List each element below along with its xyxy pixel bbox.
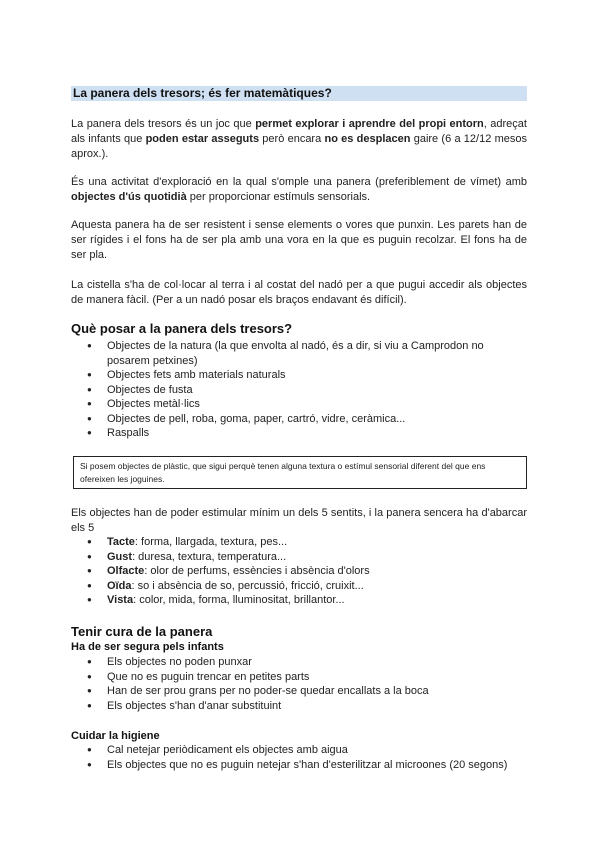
list-item-sense — [71, 564, 527, 579]
list-item: ● Cal netejar periòdicament els objectes amb aigua — [71, 743, 527, 758]
safety-list — [71, 655, 527, 713]
list-item: ● Objectes fets amb materials naturals — [71, 368, 527, 383]
section-heading-what: Què posar a la panera dels tresors? — [71, 321, 293, 336]
list-item: ● Objectes de fusta — [71, 383, 527, 398]
plastic-note-box: Si posem objectes de plàstic, que sigui perquè tenen alguna textura o estímul sensorial diferent del que ens ofereixen les joguines. — [73, 456, 527, 489]
text-run: És una activitat d'exploració en la qual s'omple una panera (preferiblement de vímet) amb — [71, 176, 527, 188]
sense-term: Olfacte — [107, 565, 145, 577]
text-run: però encara — [259, 133, 325, 145]
section-heading-care: Tenir cura de la panera — [71, 624, 213, 639]
text-run: gaire (6 a 12/12 mesos aprox.). — [71, 133, 527, 160]
sense-desc: : so i absència de so, percussió, fricció, cruixit... — [131, 579, 364, 592]
sense-term: Tacte — [107, 536, 135, 548]
list-item: ● Objectes de pell, roba, goma, paper, cartró, vidre, ceràmica... — [71, 412, 527, 427]
senses-list — [71, 535, 527, 608]
list-item-sense — [71, 550, 527, 565]
sense-term: Oïda — [107, 579, 132, 592]
list-item: ● Que no es puguin trencar en petites parts — [71, 670, 527, 685]
list-item: ● Objectes de la natura (la que envolta al nadó, és a dir, si viu a Camprodon no posarem petxines) — [71, 339, 527, 368]
list-item-sense — [71, 535, 527, 550]
list-item-sense — [71, 579, 527, 594]
sense-desc: : color, mida, forma, lluminositat, brillantor... — [133, 594, 345, 606]
list-item: ● Objectes metàl·lics — [71, 397, 527, 412]
sense-desc: : duresa, textura, temperatura... — [132, 550, 287, 563]
text-run: per proporcionar estímuls sensorials. — [186, 191, 371, 203]
intro-paragraph-3: Aquesta panera ha de ser resistent i sense elements o vores que punxin. Les parets han de ser rígides i el fons ha de ser pla amb una vora en la que es puguin recolzar. El fons ha de ser pla. — [71, 219, 527, 261]
hygiene-list — [71, 743, 527, 772]
sense-desc: : olor de perfums, essències i absència d'olors — [144, 565, 370, 577]
list-item: ● Els objectes no poden punxar — [71, 655, 527, 670]
bold-text: permet explorar i aprendre del propi entorn — [255, 118, 484, 130]
text-run: La panera dels tresors és un joc que — [71, 118, 256, 130]
intro-paragraph-4: La cistella s'ha de col·locar al terra i al costat del nadó per a que pugui accedir als objectes de manera fàcil. (Per a un nadó posar els braços endavant és difícil). — [71, 279, 527, 306]
list-item-sense — [71, 593, 527, 608]
sense-term: Vista — [107, 594, 134, 606]
senses-intro: Els objectes han de poder estimular mínim un dels 5 sentits, i la panera sencera ha d'abarcar els 5 — [71, 507, 527, 534]
list-item: ● Raspalls — [71, 426, 527, 441]
what-list — [71, 339, 527, 441]
text-run: , adreçat als infants que — [71, 118, 527, 145]
bold-text: poden estar asseguts — [145, 133, 260, 145]
intro-paragraph-1 — [71, 117, 527, 162]
bold-text: objectes d'ús quotidià — [71, 191, 187, 203]
sense-term: Gust — [107, 550, 133, 563]
sense-desc: : forma, llargada, textura, pes... — [134, 536, 288, 548]
safety-heading: Ha de ser segura pels infants — [71, 641, 224, 653]
intro-paragraph-2 — [71, 175, 527, 205]
list-item: ● Els objectes que no es puguin netejar s'han d'esterilitzar al microones (20 segons) — [71, 758, 527, 773]
list-item: ● Han de ser prou grans per no poder-se quedar encallats a la boca — [71, 684, 527, 699]
list-item: ● Els objectes s'han d'anar substituint — [71, 699, 527, 714]
bold-text: no es desplacen — [324, 133, 411, 145]
document-title: La panera dels tresors; és fer matemàtiques? — [71, 86, 527, 101]
hygiene-heading: Cuidar la higiene — [71, 730, 160, 742]
